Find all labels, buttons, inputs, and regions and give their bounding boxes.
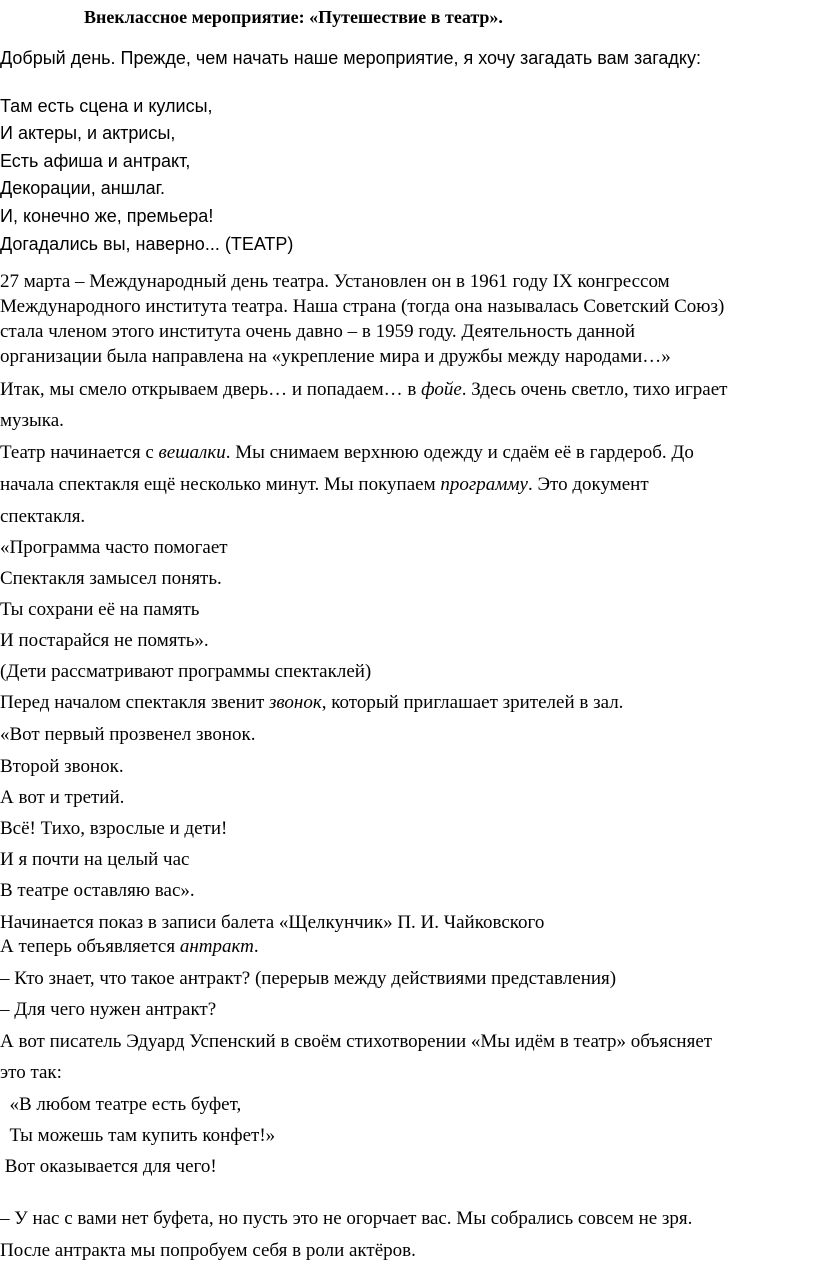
cloakroom-text-end: . Мы снимаем верхнюю одежду и сдаём её в гардероб. До: [225, 442, 694, 463]
foyer-text-end: . Здесь очень светло, тихо играет: [461, 379, 728, 400]
question-line: – Кто знает, что такое антракт? (перерыв между действиями представления): [0, 968, 617, 989]
bell-poem-line: «Вот первый прозвенел звонок.: [0, 724, 256, 745]
closing-line: – У нас с вами нет буфета, но пусть это не огорчает вас. Мы собрались совсем не зря.: [0, 1208, 693, 1229]
cloakroom-emphasis: вешалки: [158, 442, 226, 463]
history-line: 27 марта – Международный день театра. Установлен он в 1961 году IX конгрессом: [0, 271, 670, 292]
program-poem-line: «Программа часто помогает: [0, 537, 228, 558]
ballet-note: Начинается показ в записи балета «Щелкунчик» П. И. Чайковского: [0, 912, 545, 933]
greeting-paragraph: Добрый день. Прежде, чем начать наше мероприятие, я хочу загадать вам загадку:: [0, 48, 701, 68]
program-poem-line: И постарайся не помять».: [0, 630, 209, 651]
program-emphasis: программу: [440, 474, 528, 495]
bell-paragraph: [0, 692, 623, 714]
riddle-line: Догадались вы, наверно... (ТЕАТР): [0, 234, 294, 254]
riddle-line: Декорации, аншлаг.: [0, 178, 166, 198]
foyer-text: Итак, мы смело открываем дверь… и попадаем… в: [0, 379, 422, 400]
riddle-line: Есть афиша и антракт,: [0, 151, 191, 171]
cloakroom-paragraph-line2: [0, 474, 649, 496]
bell-poem-line: И я почти на целый час: [0, 849, 190, 870]
bell-text-end: , который приглашает зрителей в зал.: [321, 692, 624, 713]
bell-poem-line: Всё! Тихо, взрослые и дети!: [0, 818, 228, 839]
intermission-emphasis: антракт: [179, 936, 254, 957]
history-line: организации была направлена на «укрепление мира и дружбы между народами…»: [0, 346, 671, 367]
page-title: Внеклассное мероприятие: «Путешествие в театр».: [84, 7, 503, 27]
bell-poem-line: Второй звонок.: [0, 756, 124, 777]
cloakroom-text: начала спектакля ещё несколько минут. Мы покупаем: [0, 474, 441, 495]
cloakroom-text: Театр начинается с: [0, 442, 159, 463]
riddle-line: И актеры, и актрисы,: [0, 123, 176, 143]
bell-poem-line: А вот и третий.: [0, 787, 125, 808]
bell-text: Перед началом спектакля звенит: [0, 692, 270, 713]
foyer-paragraph-cont: музыка.: [0, 410, 64, 431]
riddle-line: И, конечно же, премьера!: [0, 206, 214, 226]
intermission-paragraph: [0, 936, 259, 958]
uspensky-line: это так:: [0, 1062, 62, 1083]
cloakroom-paragraph: [0, 442, 694, 464]
foyer-emphasis: фойе: [421, 379, 462, 400]
program-poem-line: Ты сохрани её на память: [0, 599, 200, 620]
bell-poem-line: В театре оставляю вас».: [0, 880, 195, 901]
bell-emphasis: звонок: [269, 692, 322, 713]
program-poem-line: Спектакля замысел понять.: [0, 568, 222, 589]
question-line: – Для чего нужен антракт?: [0, 999, 217, 1020]
history-line: Международного института театра. Наша страна (тогда она называлась Советский Союз): [0, 296, 725, 317]
riddle-line: Там есть сцена и кулисы,: [0, 96, 213, 116]
buffet-poem-line: «В любом театре есть буфет,: [0, 1094, 242, 1115]
foyer-paragraph: [0, 379, 727, 401]
uspensky-line: А вот писатель Эдуард Успенский в своём стихотворении «Мы идём в театр» объясняет: [0, 1031, 713, 1052]
history-line: стала членом этого института очень давно – в 1959 году. Деятельность данной: [0, 321, 636, 342]
kids-note: (Дети рассматривают программы спектаклей): [0, 661, 372, 682]
intermission-text: А теперь объявляется: [0, 936, 180, 957]
cloakroom-paragraph-line3: спектакля.: [0, 506, 86, 527]
cloakroom-text-end: . Это документ: [527, 474, 649, 495]
intermission-text-end: .: [253, 936, 259, 957]
closing-line: После антракта мы попробуем себя в роли актёров.: [0, 1240, 416, 1261]
buffet-poem-line: Вот оказывается для чего!: [0, 1156, 217, 1177]
buffet-poem-line: Ты можешь там купить конфет!»: [0, 1125, 276, 1146]
